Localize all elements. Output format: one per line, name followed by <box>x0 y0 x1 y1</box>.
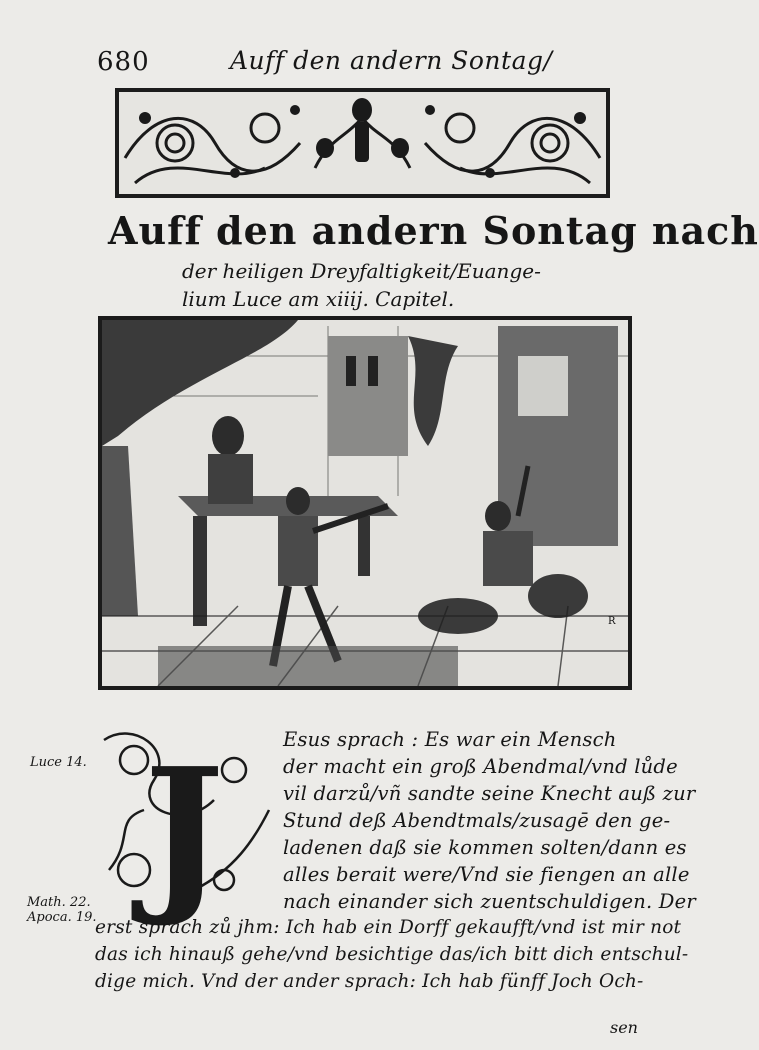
running-head: Auff den andern Sontag/ <box>230 46 553 75</box>
woodcut-illustration <box>98 316 632 690</box>
body-line: dige mich. Vnd der ander sprach: Ich hab fünff Joch Och- <box>95 971 644 992</box>
ornamental-headpiece <box>115 88 610 198</box>
margin-note-luce: Luce 14. <box>30 755 87 770</box>
body-line: nach einander sich zuentschuldigen. Der <box>283 890 696 913</box>
chapter-subtitle-line-2: lium Luce am xiiij. Capitel. <box>182 287 455 311</box>
catchword: sen <box>610 1018 638 1037</box>
chapter-title: Auff den andern Sontag nach <box>108 208 759 253</box>
decorated-initial <box>94 720 276 931</box>
body-line: ladenen daß sie kommen solten/dann es <box>283 836 687 859</box>
margin-note-apoca: Apoca. 19. <box>27 910 97 925</box>
margin-note-math: Math. 22. <box>27 895 91 910</box>
page-number: 680 <box>97 47 150 77</box>
body-line: der macht ein groß Abendmal/vnd lůde <box>283 755 678 778</box>
drop-cap-letter: J <box>144 731 225 931</box>
body-line: alles berait were/Vnd sie fiengen an alle <box>283 863 690 886</box>
body-line: das ich hinauß gehe/vnd besichtige das/ich bitt dich entschul- <box>95 944 689 965</box>
illustration-monogram: R <box>608 616 616 627</box>
chapter-subtitle-line-1: der heiligen Dreyfaltigkeit/Euange- <box>182 259 541 283</box>
body-line: erst sprach zů jhm: Ich hab ein Dorff gekaufft/vnd ist mir not <box>95 917 682 938</box>
body-line: Stund deß Abendtmals/zusagē den ge- <box>283 809 671 832</box>
body-line: Esus sprach : Es war ein Mensch <box>283 728 617 751</box>
body-line: vil darzů/vñ sandte seine Knecht auß zur <box>283 782 696 805</box>
